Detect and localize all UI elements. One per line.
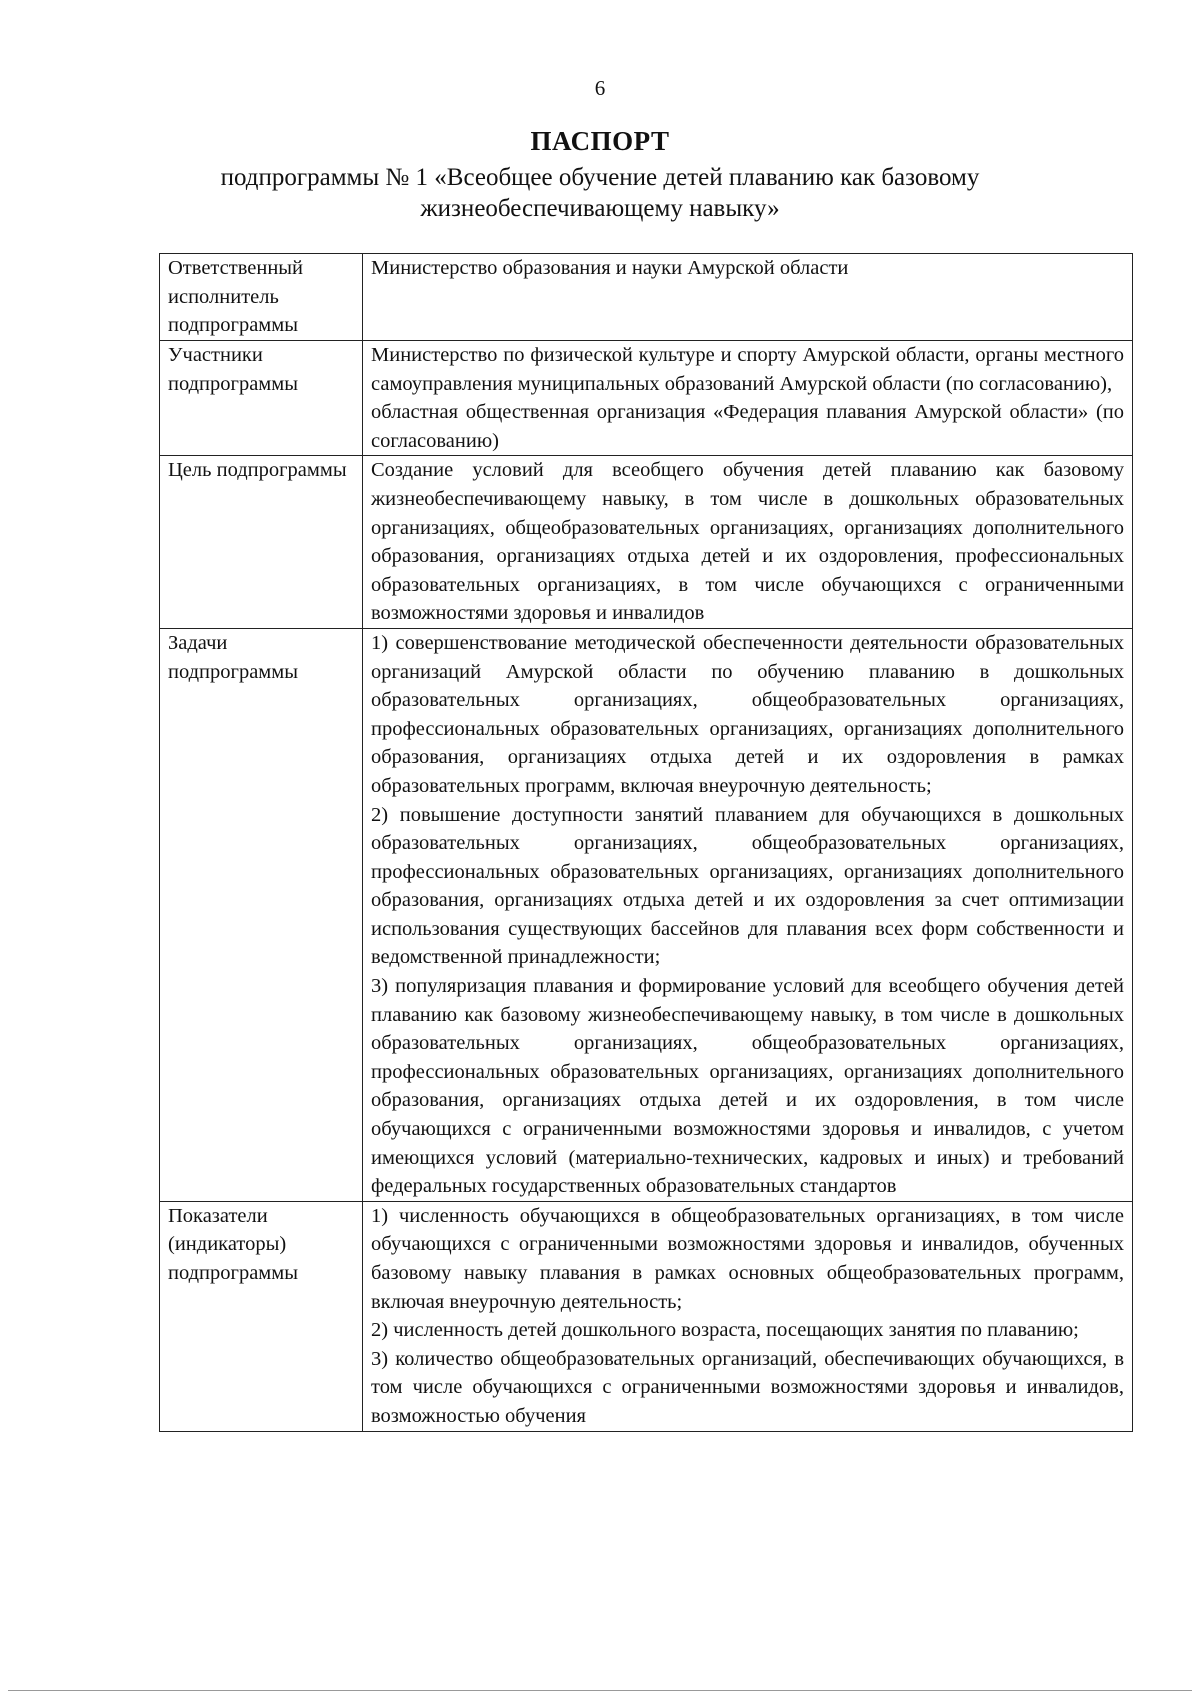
row-paragraph: Министерство по физической культуре и спорту Амурской области, органы местного самоуправления муниципальных образований Амурской области (по согласованию), (371, 344, 1124, 395)
subtitle-line-1: подпрограммы № 1 «Всеобщее обучение детей плаванию как базовому (220, 164, 980, 191)
passport-table (159, 253, 1133, 1432)
row-label: Участники подпрограммы (168, 344, 299, 395)
row-label: Показатели (индикаторы) подпрограммы (168, 1204, 299, 1284)
row-paragraph: Создание условий для всеобщего обучения детей плаванию как базовому жизнеобеспечивающему навыку, в том числе в дошкольных образовательных организациях, общеобразовательных организациях, организациях дополнительного образования, организациях отдыха детей и их оздоровления, профессиональных образовательных организациях, в том числе обучающихся с ограниченными возможностями здоровья и инвалидов (371, 459, 1124, 625)
table-row-tasks (160, 628, 1133, 1201)
page-number: 6 (594, 76, 606, 100)
row-label-cell (160, 1201, 363, 1431)
subtitle-line-2: жизнеобеспечивающему навыку» (420, 195, 780, 222)
row-paragraph: 2) численность детей дошкольного возраста, посещающих занятия по плаванию; (371, 1319, 1079, 1342)
row-paragraph: 2) повышение доступности занятий плаванием для обучающихся в дошкольных образовательных организациях, общеобразовательных организациях, профессиональных образовательных организациях, организациях дополнительного образования, организациях отдыха детей и их оздоровления за счет оптимизации использования существующих бассейнов для плавания всех форм собственности и ведомственной принадлежности; (371, 803, 1124, 969)
row-value-cell (363, 341, 1133, 456)
document-title: ПАСПОРТ (530, 126, 670, 156)
table-row-responsible-executor (160, 254, 1133, 341)
row-label-cell (160, 456, 363, 629)
row-paragraph: 1) численность обучающихся в общеобразовательных организациях, в том числе обучающихся с ограниченными возможностями здоровья и инвалидов, обученных базовому навыку плавания в рамках основных общеобразовательных программ, включая внеурочную деятельность; (371, 1204, 1124, 1313)
row-value-cell (363, 628, 1133, 1201)
row-label-cell (160, 254, 363, 341)
table-row-participants (160, 341, 1133, 456)
row-label-cell (160, 341, 363, 456)
row-paragraph: 3) популяризация плавания и формирование условий для всеобщего обучения детей плаванию как базовому жизнеобеспечивающему навыку, в том числе в дошкольных образовательных организациях, общеобразовательных организациях, профессиональных образовательных организациях, организациях дополнительного образования, организациях отдыха детей и их оздоровления, в том числе обучающихся с ограниченными возможностями здоровья и инвалидов, с учетом имеющихся условий (материально-технических, кадровых и иных) и требований федеральных государственных образовательных стандартов (371, 975, 1124, 1198)
page-bottom-edge (8, 1690, 1192, 1691)
row-label: Задачи подпрограммы (168, 631, 299, 683)
row-value-cell (363, 1201, 1133, 1431)
row-label: Ответственный исполнитель подпрограммы (168, 257, 304, 337)
row-value-cell (363, 456, 1133, 629)
table-row-indicators (160, 1201, 1133, 1431)
row-paragraph: областная общественная организация «Федерация плавания Амурской области» (по согласованию) (371, 401, 1124, 452)
row-paragraph: 3) количество общеобразовательных организаций, обеспечивающих обучающихся, в том числе обучающихся с ограниченными возможностями здоровья и инвалидов, возможностью обучения (371, 1347, 1124, 1427)
row-value-cell (363, 254, 1133, 341)
row-label: Цель подпрограммы (168, 459, 347, 482)
document-subtitle (150, 162, 1050, 224)
table-row-goal (160, 456, 1133, 629)
row-label-cell (160, 628, 363, 1201)
row-paragraph: 1) совершенствование методической обеспеченности деятельности образовательных организаций Амурской области по обучению плаванию в дошкольных образовательных организациях, общеобразовательных организациях, профессиональных образовательных организациях, организациях дополнительного образования, организациях отдыха детей и их оздоровления в рамках образовательных программ, включая внеурочную деятельность; (371, 631, 1124, 797)
row-paragraph: Министерство образования и науки Амурской области (371, 257, 849, 279)
